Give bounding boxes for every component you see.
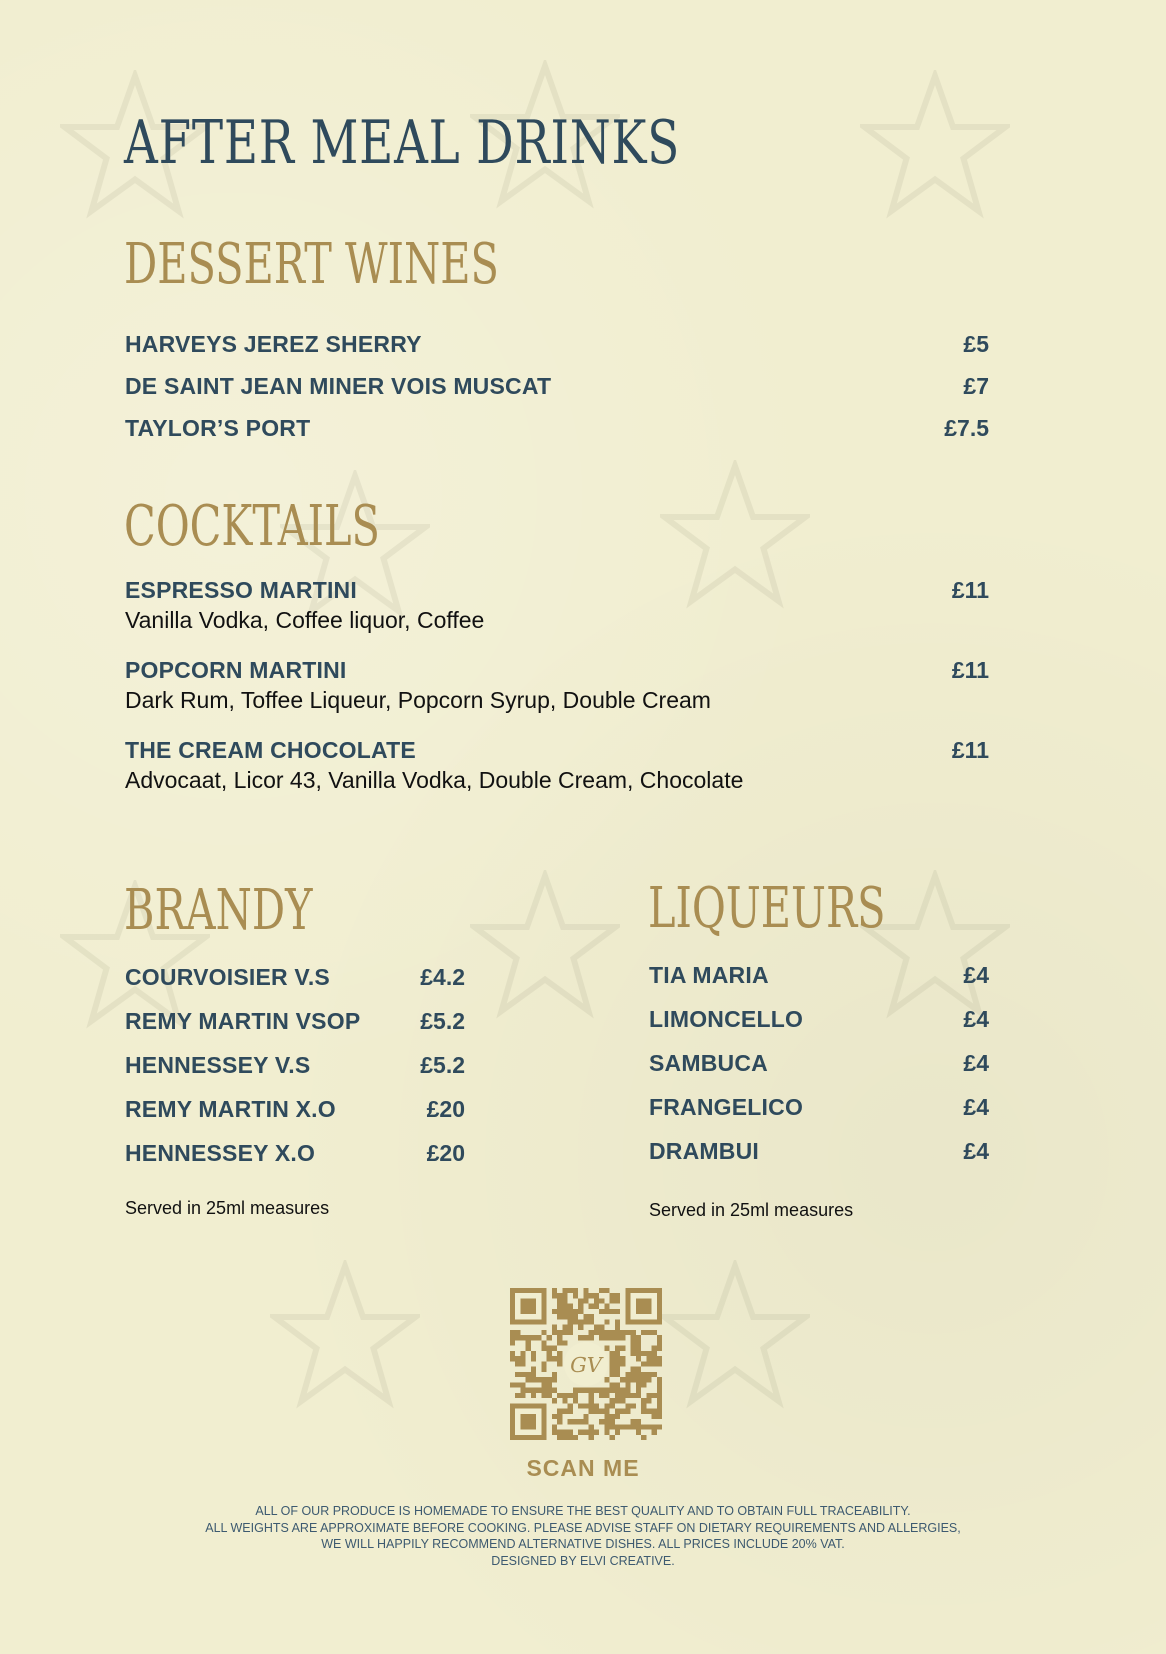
menu-item-name: HENNESSEY V.S [125, 1052, 311, 1078]
menu-item-description: Dark Rum, Toffee Liqueur, Popcorn Syrup, Double Cream [125, 687, 711, 713]
menu-item-price: £4 [963, 1094, 989, 1120]
liqueurs-heading: LIQUEURS [648, 876, 886, 941]
menu-item-name: TIA MARIA [649, 962, 769, 988]
footer-line: ALL OF OUR PRODUCE IS HOMEMADE TO ENSURE THE BEST QUALITY AND TO OBTAIN FULL TRACEABILITY. [255, 1504, 911, 1518]
menu-item-price: £4 [963, 1138, 989, 1164]
page-title: AFTER MEAL DRINKS [124, 108, 681, 178]
menu-item-name: REMY MARTIN VSOP [125, 1008, 361, 1034]
brandy-heading: BRANDY [124, 878, 313, 943]
menu-item-price: £7.5 [944, 415, 989, 441]
menu-item-description: Advocaat, Licor 43, Vanilla Vodka, Double Cream, Chocolate [125, 767, 744, 793]
footer-disclaimer [0, 1503, 1166, 1569]
watermark-star-icon [270, 1260, 420, 1410]
menu-item-name: TAYLOR’S PORT [125, 415, 311, 441]
menu-item-price: £4 [963, 1006, 989, 1032]
liqueurs-measure-note: Served in 25ml measures [649, 1200, 854, 1220]
menu-item-price: £11 [951, 657, 989, 683]
menu-item-name: SAMBUCA [649, 1050, 768, 1076]
footer-line: WE WILL HAPPILY RECOMMEND ALTERNATIVE DISHES. ALL PRICES INCLUDE 20% VAT. [321, 1537, 845, 1551]
cocktails-heading: COCKTAILS [124, 494, 380, 559]
menu-item-price: £4.2 [420, 964, 465, 990]
watermark-star-icon [660, 1260, 810, 1410]
menu-item-name: LIMONCELLO [649, 1006, 804, 1032]
menu-item-price: £5 [963, 331, 989, 357]
menu-item-name: DE SAINT JEAN MINER VOIS MUSCAT [125, 373, 552, 399]
menu-item-name: DRAMBUI [649, 1138, 759, 1164]
menu-item-price: £11 [951, 577, 989, 603]
scan-me-label: SCAN ME [526, 1455, 640, 1481]
footer-line: DESIGNED BY ELVI CREATIVE. [491, 1553, 675, 1568]
menu-item-price: £4 [963, 962, 989, 988]
qr-code[interactable] [510, 1288, 662, 1440]
menu-item-name: HENNESSEY X.O [125, 1140, 316, 1166]
menu-item-description: Vanilla Vodka, Coffee liquor, Coffee [125, 607, 485, 633]
menu-item-price: £4 [963, 1050, 989, 1076]
watermark-star-icon [860, 70, 1010, 220]
menu-item-name: THE CREAM CHOCOLATE [125, 737, 416, 763]
menu-item-name: FRANGELICO [649, 1094, 804, 1120]
brandy-measure-note: Served in 25ml measures [125, 1198, 330, 1218]
menu-item-price: £20 [426, 1140, 465, 1166]
menu-item-name: HARVEYS JEREZ SHERRY [125, 331, 422, 357]
menu-item-price: £20 [426, 1096, 465, 1122]
menu-item-price: £11 [951, 737, 989, 763]
menu-item-name: ESPRESSO MARTINI [125, 577, 357, 603]
menu-item-price: £5.2 [420, 1052, 465, 1078]
menu-item-name: POPCORN MARTINI [125, 657, 347, 683]
dessert-wines-heading: DESSERT WINES [124, 232, 499, 297]
menu-item-price: £5.2 [420, 1008, 465, 1034]
watermark-star-icon [470, 870, 620, 1020]
watermark-star-icon [660, 460, 810, 610]
footer-line: ALL WEIGHTS ARE APPROXIMATE BEFORE COOKING. PLEASE ADVISE STAFF ON DIETARY REQUIREMENTS AND ALLERGIES, [205, 1520, 961, 1535]
menu-item-price: £7 [963, 373, 989, 399]
menu-item-name: REMY MARTIN X.O [125, 1096, 336, 1122]
menu-item-name: COURVOISIER V.S [125, 964, 330, 990]
qr-logo-text: GV [570, 1352, 602, 1377]
